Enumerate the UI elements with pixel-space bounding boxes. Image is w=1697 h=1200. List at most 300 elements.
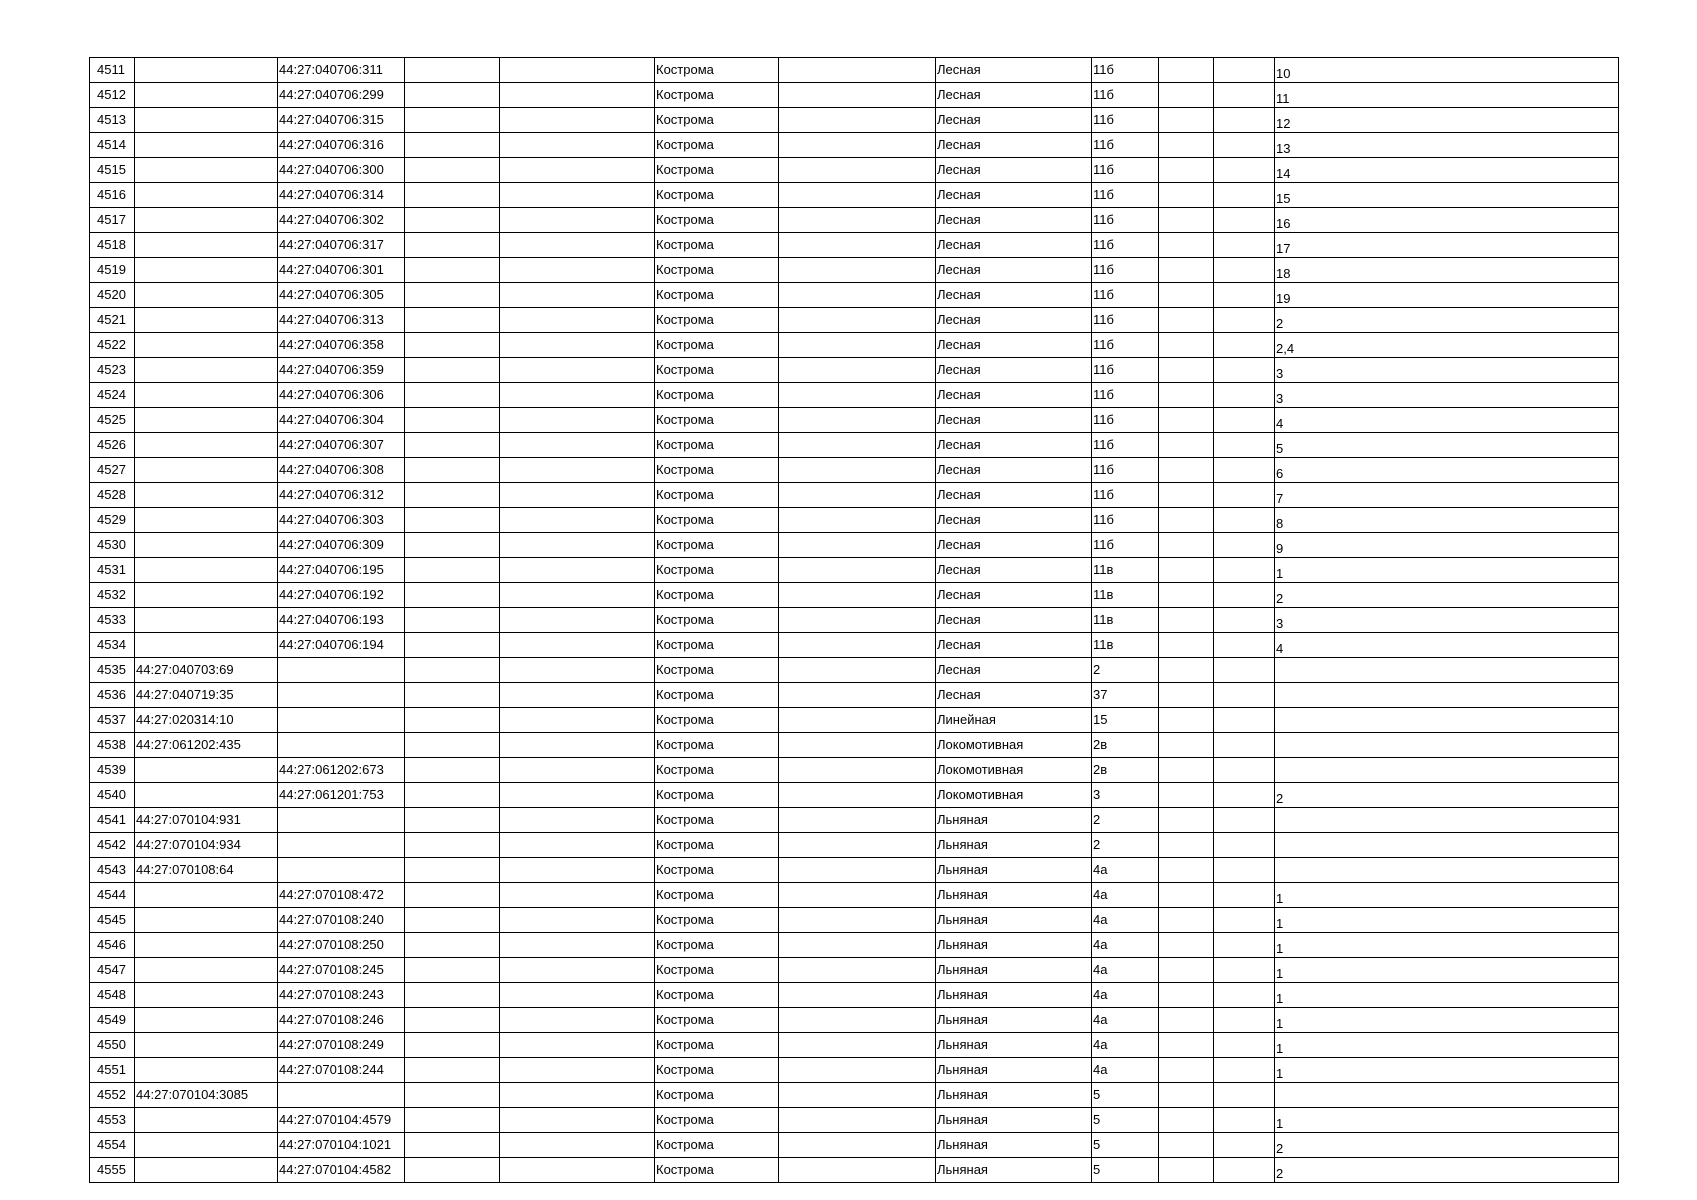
apartment-cell: [1275, 808, 1619, 833]
empty-cell-a: [405, 433, 500, 458]
house-number-cell: 15: [1092, 708, 1159, 733]
building-number-cell: 44:27:040706:313: [278, 308, 405, 333]
empty-cell-a: [405, 1058, 500, 1083]
row-number-cell: 4534: [90, 633, 135, 658]
apartment-cell: [1275, 708, 1619, 733]
empty-cell-c: [779, 908, 936, 933]
empty-cell-e: [1214, 333, 1275, 358]
empty-cell-d: [1159, 358, 1214, 383]
building-number-cell: 44:27:040706:359: [278, 358, 405, 383]
apartment-cell: 12: [1275, 108, 1619, 133]
city-cell: Кострома: [655, 108, 779, 133]
empty-cell-b: [500, 833, 655, 858]
row-number-cell: 4541: [90, 808, 135, 833]
apartment-cell: [1275, 1083, 1619, 1108]
table-row: [90, 258, 1619, 283]
apartment-cell: 17: [1275, 233, 1619, 258]
apartment-cell: 2: [1275, 1158, 1619, 1183]
empty-cell-e: [1214, 583, 1275, 608]
empty-cell-b: [500, 758, 655, 783]
empty-cell-e: [1214, 433, 1275, 458]
empty-cell-b: [500, 983, 655, 1008]
building-number-cell: 44:27:070104:1021: [278, 1133, 405, 1158]
empty-cell-d: [1159, 133, 1214, 158]
parcel-number-cell: [135, 958, 278, 983]
apartment-cell: [1275, 683, 1619, 708]
empty-cell-c: [779, 658, 936, 683]
empty-cell-c: [779, 108, 936, 133]
apartment-cell: [1275, 833, 1619, 858]
row-number-cell: 4536: [90, 683, 135, 708]
building-number-cell: 44:27:070108:245: [278, 958, 405, 983]
empty-cell-a: [405, 583, 500, 608]
street-cell: Лесная: [936, 208, 1092, 233]
house-number-cell: 2: [1092, 833, 1159, 858]
building-number-cell: 44:27:070108:472: [278, 883, 405, 908]
empty-cell-d: [1159, 833, 1214, 858]
empty-cell-b: [500, 708, 655, 733]
empty-cell-d: [1159, 733, 1214, 758]
empty-cell-c: [779, 958, 936, 983]
city-cell: Кострома: [655, 58, 779, 83]
apartment-cell: 19: [1275, 283, 1619, 308]
apartment-cell: 16: [1275, 208, 1619, 233]
house-number-cell: 11в: [1092, 583, 1159, 608]
empty-cell-b: [500, 1108, 655, 1133]
apartment-cell: 4: [1275, 408, 1619, 433]
empty-cell-b: [500, 108, 655, 133]
row-number-cell: 4523: [90, 358, 135, 383]
building-number-cell: 44:27:040706:301: [278, 258, 405, 283]
city-cell: Кострома: [655, 483, 779, 508]
building-number-cell: 44:27:040706:309: [278, 533, 405, 558]
table-row: [90, 333, 1619, 358]
house-number-cell: 2: [1092, 808, 1159, 833]
table-row: [90, 1008, 1619, 1033]
empty-cell-a: [405, 1008, 500, 1033]
empty-cell-b: [500, 183, 655, 208]
empty-cell-d: [1159, 633, 1214, 658]
city-cell: Кострома: [655, 558, 779, 583]
empty-cell-c: [779, 883, 936, 908]
empty-cell-e: [1214, 558, 1275, 583]
empty-cell-a: [405, 208, 500, 233]
row-number-cell: 4548: [90, 983, 135, 1008]
empty-cell-d: [1159, 583, 1214, 608]
table-row: [90, 1108, 1619, 1133]
row-number-cell: 4544: [90, 883, 135, 908]
empty-cell-d: [1159, 908, 1214, 933]
empty-cell-c: [779, 758, 936, 783]
empty-cell-a: [405, 633, 500, 658]
table-row: [90, 683, 1619, 708]
apartment-cell: 1: [1275, 1008, 1619, 1033]
empty-cell-e: [1214, 958, 1275, 983]
city-cell: Кострома: [655, 858, 779, 883]
apartment-cell: 2: [1275, 583, 1619, 608]
empty-cell-e: [1214, 633, 1275, 658]
street-cell: Лесная: [936, 183, 1092, 208]
city-cell: Кострома: [655, 1133, 779, 1158]
parcel-number-cell: [135, 1108, 278, 1133]
apartment-cell: 3: [1275, 358, 1619, 383]
apartment-cell: 1: [1275, 558, 1619, 583]
empty-cell-c: [779, 333, 936, 358]
street-cell: Локомотивная: [936, 733, 1092, 758]
apartment-cell: [1275, 858, 1619, 883]
house-number-cell: 11б: [1092, 533, 1159, 558]
building-number-cell: [278, 833, 405, 858]
parcel-number-cell: [135, 458, 278, 483]
empty-cell-c: [779, 558, 936, 583]
city-cell: Кострома: [655, 508, 779, 533]
empty-cell-a: [405, 258, 500, 283]
empty-cell-b: [500, 958, 655, 983]
house-number-cell: 5: [1092, 1083, 1159, 1108]
apartment-cell: 15: [1275, 183, 1619, 208]
empty-cell-a: [405, 358, 500, 383]
row-number-cell: 4515: [90, 158, 135, 183]
house-number-cell: 11б: [1092, 108, 1159, 133]
city-cell: Кострома: [655, 333, 779, 358]
table-row: [90, 183, 1619, 208]
parcel-number-cell: [135, 583, 278, 608]
parcel-number-cell: [135, 308, 278, 333]
house-number-cell: 11б: [1092, 383, 1159, 408]
house-number-cell: 5: [1092, 1158, 1159, 1183]
table-row: [90, 233, 1619, 258]
apartment-cell: 5: [1275, 433, 1619, 458]
parcel-number-cell: [135, 358, 278, 383]
city-cell: Кострома: [655, 183, 779, 208]
empty-cell-d: [1159, 858, 1214, 883]
empty-cell-b: [500, 1133, 655, 1158]
parcel-number-cell: 44:27:070104:3085: [135, 1083, 278, 1108]
apartment-cell: 1: [1275, 908, 1619, 933]
parcel-number-cell: [135, 83, 278, 108]
empty-cell-d: [1159, 708, 1214, 733]
city-cell: Кострома: [655, 208, 779, 233]
building-number-cell: 44:27:040706:358: [278, 333, 405, 358]
row-number-cell: 4550: [90, 1033, 135, 1058]
apartment-cell: [1275, 658, 1619, 683]
empty-cell-e: [1214, 908, 1275, 933]
empty-cell-e: [1214, 1033, 1275, 1058]
row-number-cell: 4551: [90, 1058, 135, 1083]
empty-cell-b: [500, 633, 655, 658]
empty-cell-c: [779, 858, 936, 883]
row-number-cell: 4527: [90, 458, 135, 483]
empty-cell-c: [779, 158, 936, 183]
apartment-cell: 4: [1275, 633, 1619, 658]
empty-cell-e: [1214, 683, 1275, 708]
street-cell: Льняная: [936, 933, 1092, 958]
empty-cell-d: [1159, 758, 1214, 783]
empty-cell-a: [405, 1108, 500, 1133]
row-number-cell: 4528: [90, 483, 135, 508]
building-number-cell: 44:27:070108:250: [278, 933, 405, 958]
empty-cell-e: [1214, 383, 1275, 408]
building-number-cell: 44:27:040706:315: [278, 108, 405, 133]
empty-cell-e: [1214, 508, 1275, 533]
building-number-cell: [278, 808, 405, 833]
empty-cell-a: [405, 1158, 500, 1183]
house-number-cell: 11б: [1092, 358, 1159, 383]
apartment-cell: 2,4: [1275, 333, 1619, 358]
building-number-cell: 44:27:040706:193: [278, 608, 405, 633]
row-number-cell: 4530: [90, 533, 135, 558]
city-cell: Кострома: [655, 933, 779, 958]
empty-cell-d: [1159, 983, 1214, 1008]
empty-cell-b: [500, 408, 655, 433]
city-cell: Кострома: [655, 783, 779, 808]
parcel-number-cell: [135, 633, 278, 658]
parcel-number-cell: 44:27:061202:435: [135, 733, 278, 758]
table-row: [90, 658, 1619, 683]
empty-cell-a: [405, 458, 500, 483]
street-cell: Лесная: [936, 458, 1092, 483]
empty-cell-c: [779, 808, 936, 833]
house-number-cell: 11б: [1092, 58, 1159, 83]
street-cell: Лесная: [936, 358, 1092, 383]
table-row: [90, 83, 1619, 108]
building-number-cell: [278, 858, 405, 883]
house-number-cell: 11б: [1092, 133, 1159, 158]
empty-cell-e: [1214, 1108, 1275, 1133]
empty-cell-b: [500, 83, 655, 108]
empty-cell-c: [779, 83, 936, 108]
row-number-cell: 4540: [90, 783, 135, 808]
parcel-number-cell: [135, 608, 278, 633]
street-cell: Лесная: [936, 483, 1092, 508]
empty-cell-a: [405, 108, 500, 133]
apartment-cell: 18: [1275, 258, 1619, 283]
empty-cell-e: [1214, 108, 1275, 133]
house-number-cell: 4а: [1092, 983, 1159, 1008]
row-number-cell: 4519: [90, 258, 135, 283]
empty-cell-b: [500, 308, 655, 333]
house-number-cell: 11б: [1092, 483, 1159, 508]
city-cell: Кострома: [655, 83, 779, 108]
building-number-cell: 44:27:040706:305: [278, 283, 405, 308]
empty-cell-d: [1159, 108, 1214, 133]
table-row: [90, 833, 1619, 858]
parcel-number-cell: [135, 533, 278, 558]
building-number-cell: 44:27:040706:303: [278, 508, 405, 533]
empty-cell-b: [500, 1158, 655, 1183]
empty-cell-e: [1214, 758, 1275, 783]
parcel-number-cell: 44:27:070104:934: [135, 833, 278, 858]
parcel-number-cell: [135, 58, 278, 83]
row-number-cell: 4539: [90, 758, 135, 783]
empty-cell-a: [405, 83, 500, 108]
apartment-cell: 2: [1275, 1133, 1619, 1158]
empty-cell-c: [779, 1008, 936, 1033]
table-row: [90, 133, 1619, 158]
empty-cell-c: [779, 633, 936, 658]
apartment-cell: 1: [1275, 883, 1619, 908]
table-row: [90, 408, 1619, 433]
empty-cell-b: [500, 908, 655, 933]
table-row: [90, 308, 1619, 333]
table-row: [90, 283, 1619, 308]
street-cell: Лесная: [936, 158, 1092, 183]
table-row: [90, 208, 1619, 233]
building-number-cell: [278, 708, 405, 733]
table-row: [90, 108, 1619, 133]
empty-cell-a: [405, 958, 500, 983]
row-number-cell: 4520: [90, 283, 135, 308]
empty-cell-e: [1214, 1008, 1275, 1033]
empty-cell-b: [500, 733, 655, 758]
empty-cell-e: [1214, 808, 1275, 833]
street-cell: Лесная: [936, 508, 1092, 533]
city-cell: Кострома: [655, 433, 779, 458]
row-number-cell: 4545: [90, 908, 135, 933]
street-cell: Лесная: [936, 433, 1092, 458]
city-cell: Кострома: [655, 758, 779, 783]
empty-cell-e: [1214, 733, 1275, 758]
empty-cell-a: [405, 758, 500, 783]
street-cell: Льняная: [936, 958, 1092, 983]
house-number-cell: 11б: [1092, 283, 1159, 308]
row-number-cell: 4524: [90, 383, 135, 408]
empty-cell-e: [1214, 1058, 1275, 1083]
street-cell: Льняная: [936, 833, 1092, 858]
empty-cell-d: [1159, 808, 1214, 833]
empty-cell-d: [1159, 1058, 1214, 1083]
street-cell: Лесная: [936, 83, 1092, 108]
empty-cell-e: [1214, 858, 1275, 883]
street-cell: Льняная: [936, 1008, 1092, 1033]
city-cell: Кострома: [655, 533, 779, 558]
street-cell: Лесная: [936, 258, 1092, 283]
empty-cell-a: [405, 308, 500, 333]
empty-cell-e: [1214, 133, 1275, 158]
empty-cell-a: [405, 533, 500, 558]
building-number-cell: 44:27:040706:307: [278, 433, 405, 458]
city-cell: Кострома: [655, 808, 779, 833]
house-number-cell: 11б: [1092, 508, 1159, 533]
city-cell: Кострома: [655, 1008, 779, 1033]
empty-cell-c: [779, 233, 936, 258]
building-number-cell: 44:27:040706:299: [278, 83, 405, 108]
table-row: [90, 483, 1619, 508]
table-row: [90, 1133, 1619, 1158]
empty-cell-e: [1214, 1158, 1275, 1183]
empty-cell-e: [1214, 158, 1275, 183]
empty-cell-a: [405, 1033, 500, 1058]
empty-cell-c: [779, 608, 936, 633]
house-number-cell: 11б: [1092, 458, 1159, 483]
apartment-cell: 10: [1275, 58, 1619, 83]
table-row: [90, 58, 1619, 83]
city-cell: Кострома: [655, 733, 779, 758]
house-number-cell: 11б: [1092, 408, 1159, 433]
building-number-cell: 44:27:070108:240: [278, 908, 405, 933]
house-number-cell: 4а: [1092, 883, 1159, 908]
parcel-number-cell: [135, 208, 278, 233]
empty-cell-d: [1159, 883, 1214, 908]
building-number-cell: 44:27:040706:316: [278, 133, 405, 158]
house-number-cell: 11б: [1092, 233, 1159, 258]
empty-cell-b: [500, 1083, 655, 1108]
empty-cell-c: [779, 833, 936, 858]
building-number-cell: 44:27:070108:249: [278, 1033, 405, 1058]
empty-cell-e: [1214, 83, 1275, 108]
empty-cell-b: [500, 658, 655, 683]
house-number-cell: 3: [1092, 783, 1159, 808]
city-cell: Кострома: [655, 833, 779, 858]
apartment-cell: 7: [1275, 483, 1619, 508]
table-row: [90, 608, 1619, 633]
empty-cell-d: [1159, 1158, 1214, 1183]
table-row: [90, 358, 1619, 383]
empty-cell-e: [1214, 933, 1275, 958]
apartment-cell: 1: [1275, 958, 1619, 983]
house-number-cell: 11б: [1092, 333, 1159, 358]
building-number-cell: 44:27:040706:314: [278, 183, 405, 208]
street-cell: Лесная: [936, 608, 1092, 633]
empty-cell-b: [500, 1058, 655, 1083]
empty-cell-e: [1214, 1083, 1275, 1108]
apartment-cell: 8: [1275, 508, 1619, 533]
empty-cell-c: [779, 533, 936, 558]
empty-cell-d: [1159, 308, 1214, 333]
empty-cell-e: [1214, 1133, 1275, 1158]
empty-cell-d: [1159, 158, 1214, 183]
apartment-cell: 1: [1275, 1058, 1619, 1083]
empty-cell-e: [1214, 258, 1275, 283]
city-cell: Кострома: [655, 633, 779, 658]
empty-cell-a: [405, 983, 500, 1008]
city-cell: Кострома: [655, 358, 779, 383]
row-number-cell: 4554: [90, 1133, 135, 1158]
building-number-cell: [278, 658, 405, 683]
row-number-cell: 4555: [90, 1158, 135, 1183]
empty-cell-c: [779, 258, 936, 283]
table-row: [90, 383, 1619, 408]
empty-cell-c: [779, 483, 936, 508]
city-cell: Кострома: [655, 283, 779, 308]
street-cell: Локомотивная: [936, 758, 1092, 783]
street-cell: Лесная: [936, 633, 1092, 658]
table-row: [90, 883, 1619, 908]
street-cell: Лесная: [936, 533, 1092, 558]
empty-cell-c: [779, 208, 936, 233]
row-number-cell: 4517: [90, 208, 135, 233]
building-number-cell: 44:27:040706:317: [278, 233, 405, 258]
house-number-cell: 11в: [1092, 558, 1159, 583]
empty-cell-c: [779, 783, 936, 808]
table-row: [90, 983, 1619, 1008]
empty-cell-b: [500, 158, 655, 183]
apartment-cell: 2: [1275, 308, 1619, 333]
row-number-cell: 4526: [90, 433, 135, 458]
empty-cell-b: [500, 383, 655, 408]
empty-cell-a: [405, 483, 500, 508]
table-row: [90, 808, 1619, 833]
empty-cell-d: [1159, 383, 1214, 408]
parcel-number-cell: [135, 283, 278, 308]
street-cell: Лесная: [936, 58, 1092, 83]
empty-cell-d: [1159, 83, 1214, 108]
street-cell: Лесная: [936, 108, 1092, 133]
building-number-cell: 44:27:040706:194: [278, 633, 405, 658]
empty-cell-b: [500, 883, 655, 908]
empty-cell-a: [405, 508, 500, 533]
parcel-number-cell: [135, 883, 278, 908]
